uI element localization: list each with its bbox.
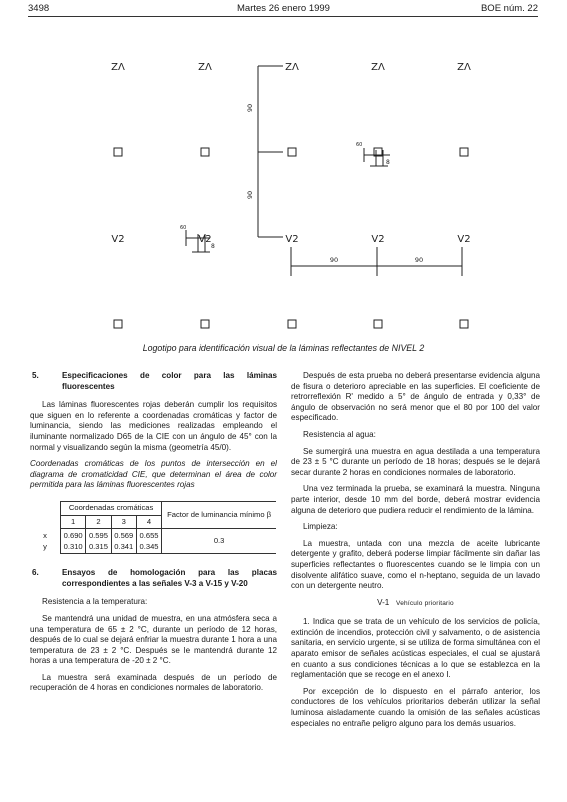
right-paragraph-1: Después de esta prueba no deberá presentarse evidencia alguna de fisura o deterioro apreciable en las superficies. El coeficiente de retrorreflexión R' medido a 5° de ángulo de entrada y 0,33° de ángulo de observación no será menor que el 80 por 100 del valor especificado. [291,371,540,423]
cell-y-1: 0.310 [63,542,83,552]
bottom-label-5: V2 [457,234,471,245]
cell-y-3: 0.341 [114,542,134,552]
dimension-90-right: 90 [414,256,424,264]
dimension-90-upper: 90 [246,103,254,113]
cell-y-4: 0.345 [139,542,159,552]
section-6-title: Ensayos de homologación para las placas correspondientes a las señales V-3 a V-15 y V-20 [62,568,277,588]
subheading-water: Resistencia al agua: [303,429,376,439]
right-paragraph-6: Por excepción de lo dispuesto en el párrafo anterior, los conductores de los vehículos prioritarios deberán utilizar la señal luminosa aisladamente cuando la omisión de las señales acústicas especiales no entrañe peligro alguno para los demás usuarios. [291,686,540,728]
right-column [291,371,540,735]
figure-caption: Logotipo para identificación visual de la láminas reflectantes de NIVEL 2 [142,343,425,353]
col-header-3: 3 [111,515,136,529]
square-lower-1 [114,320,122,328]
cell-x-1: 0.690 [63,531,83,541]
dimension-90-left: 90 [329,256,339,264]
section-6-subheading: Resistencia a la temperatura: [42,597,148,607]
v1-title: Vehículo prioritario [396,599,454,607]
row-label-y: y [43,542,47,552]
section-5-number: 5. [32,371,39,380]
bottom-label-2: V2 [198,234,212,245]
top-label-3: ZΛ [285,62,299,73]
top-label-2: ZΛ [198,62,212,73]
section-6-paragraph-1: Se mantendrá una unidad de muestra, en una atmósfera seca a una temperatura de 65 ± 2 °C, durante un período de 12 horas, después de lo cual se dejará enfriar la muestra durante 1 hora a una temperatura de 23 ± 2 °C. Después se le mantendrá durante 12 horas a una temperatura de -20 ± 2 °C. [30,613,277,666]
v1-code: V-1 [377,597,390,607]
square-lower-2 [201,320,209,328]
section-6-heading [30,568,277,589]
top-label-4: ZΛ [371,62,385,73]
top-labels [111,62,471,73]
chromaticity-table [30,501,276,554]
section-6-paragraph-2: La muestra será examinada después de un período de recuperación de 4 horas en condiciones normales de laboratorio. [30,672,277,693]
dimension-60-lower: 60 [180,225,187,231]
v1-heading [291,598,540,610]
journal-issue: BOE núm. 22 [480,3,538,14]
right-paragraph-5: 1. Indica que se trata de un vehículo de los servicios de policía, extinción de incendios, protección civil y salvamento, o de asistencia sanitaria, en servicio urgente, si se utiliza de forma simultánea con el aparato emisor de señales acústicas especiales, el cual se ajustará en cuanto a sus condiciones técnicas a lo que se establezca en la reglamentación que se recoge en el anexo I. [291,617,540,680]
section-5-table-caption: Coordenadas cromáticas de los puntos de intersección en el diagrama de cromaticidad CIE, que determinan el área de color permitida para las láminas fluorescentes rojas [30,459,277,490]
top-label-1: ZΛ [111,62,125,73]
cell-point-2 [86,529,111,554]
top-label-5: ZΛ [457,62,471,73]
square-upper-5 [460,148,468,156]
bottom-label-3: V2 [285,234,299,245]
cell-point-3 [111,529,136,554]
square-lower-5 [460,320,468,328]
dimension-60-upper: 60 [356,142,363,148]
left-column [30,371,277,700]
row-labels [30,529,61,554]
cell-point-4 [136,529,161,554]
header-luminance-factor: Factor de luminancia mínimo β [162,501,276,528]
cell-x-4: 0.655 [139,531,159,541]
header-coordinates: Coordenadas cromáticas [61,501,162,515]
logo-diagram [0,0,567,340]
square-lower-4 [374,320,382,328]
right-paragraph-3: Una vez terminada la prueba, se examinará la muestra. Ninguna parte interior, desde 10 mm del borde, deberá mostrar evidencia alguna de deterioro que pudiera reducir el rendimiento de la lámina. [291,484,540,515]
cell-luminance-factor: 0.3 [162,529,276,554]
right-paragraph-2: Se sumergirá una muestra en agua destilada a una temperatura de 23 ± 5 °C durante un período de 18 horas; después se le dejará secar durante 2 horas en condiciones normales de laboratorio. [291,446,540,477]
dimension-8-upper: 8 [386,159,390,166]
square-upper-1 [114,148,122,156]
subheading-cleaning: Limpieza: [303,522,338,532]
square-lower-3 [288,320,296,328]
bottom-labels [111,234,470,245]
square-upper-3 [288,148,296,156]
bottom-label-1: V2 [111,234,125,245]
section-5-paragraph: Las láminas fluorescentes rojas deberán cumplir los requisitos que siguen en lo referente a coordenadas cromáticas y factor de luminancia, siendo las mediciones realizadas empleando el iluminante normalizado D65 de la CIE con un ángulo de 45° con la normal y visualizando según la misma (geometría 45/0). [30,400,277,452]
cell-y-2: 0.315 [88,542,108,552]
cell-x-3: 0.569 [114,531,134,541]
page-number: 3498 [28,3,50,14]
col-header-4: 4 [136,515,161,529]
section-6-number: 6. [32,568,39,578]
dimension-lines [186,66,462,276]
section-5-title: Especificaciones de color para las láminas fluorescentes [62,371,277,391]
table-corner [30,501,61,515]
square-upper-2 [201,148,209,156]
col-header-1: 1 [61,515,86,529]
right-paragraph-4: La muestra, untada con una mezcla de aceite lubricante detergente y grafito, deberá poderse limpiar fácilmente sin dañar las superficies reflectantes o fluorescentes cuando se le limpia con un disolvente alifático suave, como el n-heptano, seguida de un lavado con un detergente neutro. [291,538,540,591]
section-5-heading [30,371,277,392]
dimension-90-lower: 90 [246,190,254,200]
col-header-2: 2 [86,515,111,529]
cell-x-2: 0.595 [88,531,108,541]
bottom-label-4: V2 [371,234,385,245]
dimension-8-lower: 8 [211,243,215,250]
page-date: Martes 26 enero 1999 [237,3,330,14]
cell-point-1 [61,529,86,554]
row-label-x: x [43,531,47,541]
